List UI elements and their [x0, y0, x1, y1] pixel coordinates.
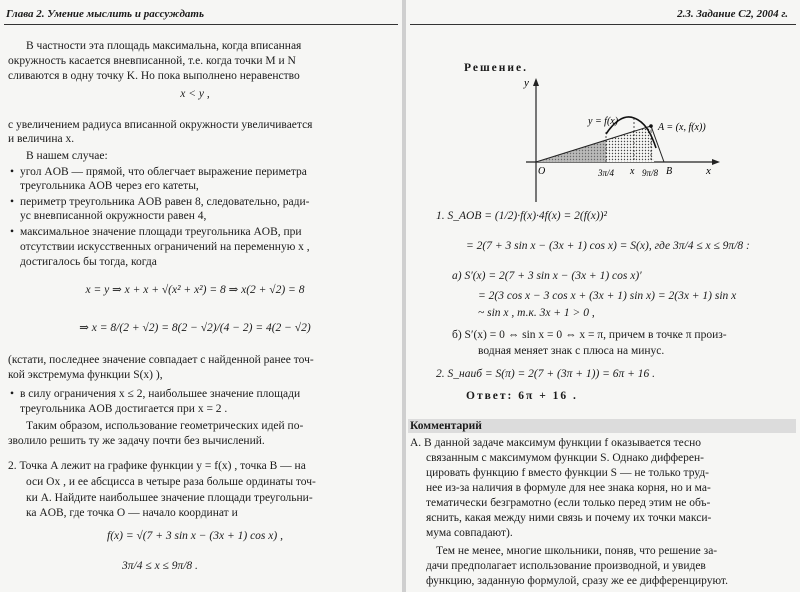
text-line: достигалось бы тогда, когда: [20, 256, 157, 268]
text-line: ус вневписанной окружности равен 4,: [20, 210, 207, 222]
formula: 2. S_наиб = S(π) = 2(7 + (3π + 1)) = 6π + 16 .: [436, 368, 656, 380]
function-graph: [506, 74, 746, 206]
graph-label-y: y: [524, 77, 529, 89]
graph-label-9pi8: 9π/8: [642, 168, 659, 178]
bullet-item: • максимальное значение площади треугольника AOB, при: [20, 226, 302, 239]
formula: 3π/4 ≤ x ≤ 9π/8 .: [122, 560, 198, 572]
text-line: ка AOB, где точка O — начало координат и: [26, 507, 238, 519]
text-line: зволило решить ту же задачу почти без вычислений.: [8, 435, 265, 447]
comment-line: функцию, заданную формулой, сразу же ее дифференцируют.: [426, 575, 728, 587]
formula: а) S′(x) = 2(7 + 3 sin x − (3x + 1) cos x)′: [452, 270, 642, 282]
answer: Ответ: 6π + 16 .: [466, 390, 578, 402]
problem-line: 2. Точка A лежит на графике функции y = f(x) , точка B — на: [8, 460, 306, 472]
graph-label-origin: O: [538, 166, 546, 177]
text-line: отсутствии искусственных ограничений на переменную x ,: [20, 241, 310, 253]
text-line: водная меняет знак с плюса на минус.: [478, 345, 665, 357]
text-line: В частности эта площадь максимальна, когда вписанная: [26, 40, 302, 52]
comment-title: Комментарий: [410, 420, 482, 432]
formula: = 2(7 + 3 sin x − (3x + 1) cos x) = S(x), где 3π/4 ≤ x ≤ 9π/8 :: [466, 240, 750, 252]
right-header-rule: [410, 24, 796, 25]
point-a: [649, 124, 653, 128]
comment-line: цировать функцию f вместо функции S — не только труд-: [426, 467, 710, 479]
formula: = 2(3 cos x − 3 cos x + (3x + 1) sin x) = 2(3x + 1) sin x: [478, 290, 737, 302]
comment-line: яснить, какая между ними связь и почему их точки макси-: [426, 512, 712, 524]
comment-line: тематически безграмотно (если только перед этим не объ-: [426, 497, 711, 509]
y-axis-arrow: [533, 78, 539, 86]
formula: f(x) = √(7 + 3 sin x − (3x + 1) cos x) ,: [107, 530, 283, 542]
comment-line: Тем не менее, многие школьники, поняв, что решение за-: [436, 545, 718, 557]
text-line: треугольника AOB достигается при x = 2 .: [20, 403, 228, 415]
bullet-item: • периметр треугольника AOB равен 8, следовательно, ради-: [20, 196, 309, 209]
graph-label-point-a: A = (x, f(x)): [658, 122, 706, 133]
text-line: В нашем случае:: [26, 150, 108, 162]
left-running-header: Глава 2. Умение мыслить и рассуждать: [6, 8, 204, 20]
formula: ⇒ x = 8/(2 + √2) = 8(2 − √2)/(4 − 2) = 4(2 − √2): [79, 322, 311, 334]
comment-line: связанным с максимумом функции S. Однако дифферен-: [426, 452, 704, 464]
right-page: [406, 0, 800, 592]
graph-label-x-point: x: [630, 166, 635, 177]
comment-line: мума совпадают).: [426, 527, 513, 539]
formula: 1. S_AOB = (1/2)·f(x)·4f(x) = 2(f(x))²: [436, 210, 607, 222]
x-axis-arrow: [712, 159, 720, 165]
comment-line: нее из-за наличия в формуле для нее знака корня, но и ма-: [426, 482, 711, 494]
bullet-item: • угол AOB — прямой, что облегчает выражение периметра: [20, 166, 307, 179]
text-line: (кстати, последнее значение совпадает с найденной ранее точ-: [8, 354, 314, 366]
text-line: треугольника AOB через его катеты,: [20, 180, 199, 192]
text-line: Таким образом, использование геометрических идей по-: [26, 420, 304, 432]
text-line: ки A. Найдите наибольшее значение площади треугольни-: [26, 492, 313, 504]
solution-title: Решение.: [464, 62, 529, 74]
formula: ~ sin x , т.к. 3x + 1 > 0 ,: [478, 307, 595, 319]
comment-line: А. В данной задаче максимум функции f оказывается тесно: [410, 437, 702, 449]
graph-label-x-axis: x: [706, 165, 711, 177]
text-line: и величина x.: [8, 133, 75, 145]
formula: б) S′(x) = 0 ⇔ sin x = 0 ⇔ x = π, причем в точке π произ-: [452, 329, 727, 341]
text-line: оси Ox , и ее абсцисса в четыре раза больше ординаты точ-: [26, 476, 316, 488]
text-line: сливаются в одну точку K. Но пока выполнено неравенство: [8, 70, 300, 82]
left-header-rule: [4, 24, 398, 25]
text-line: окружность касается вневписанной, т.е. когда точки M и N: [8, 55, 296, 67]
graph-label-3pi4: 3π/4: [598, 168, 615, 178]
comment-line: дачи предполагает использование производной, и увидев: [426, 560, 706, 572]
formula: x = y ⇒ x + x + √(x² + x²) = 8 ⇒ x(2 + √2) = 8: [85, 284, 305, 296]
graph-label-curve: y = f(x): [588, 116, 619, 127]
text-line: кой экстремума функции S(x) ),: [8, 369, 163, 381]
formula: x < y ,: [180, 88, 210, 100]
bullet-item: • в силу ограничения x ≤ 2, наибольшее значение площади: [20, 388, 300, 401]
right-running-header: 2.3. Задание С2, 2004 г.: [677, 8, 788, 20]
graph-label-b: B: [666, 166, 673, 177]
text-line: с увеличением радиуса вписанной окружности увеличивается: [8, 119, 313, 131]
